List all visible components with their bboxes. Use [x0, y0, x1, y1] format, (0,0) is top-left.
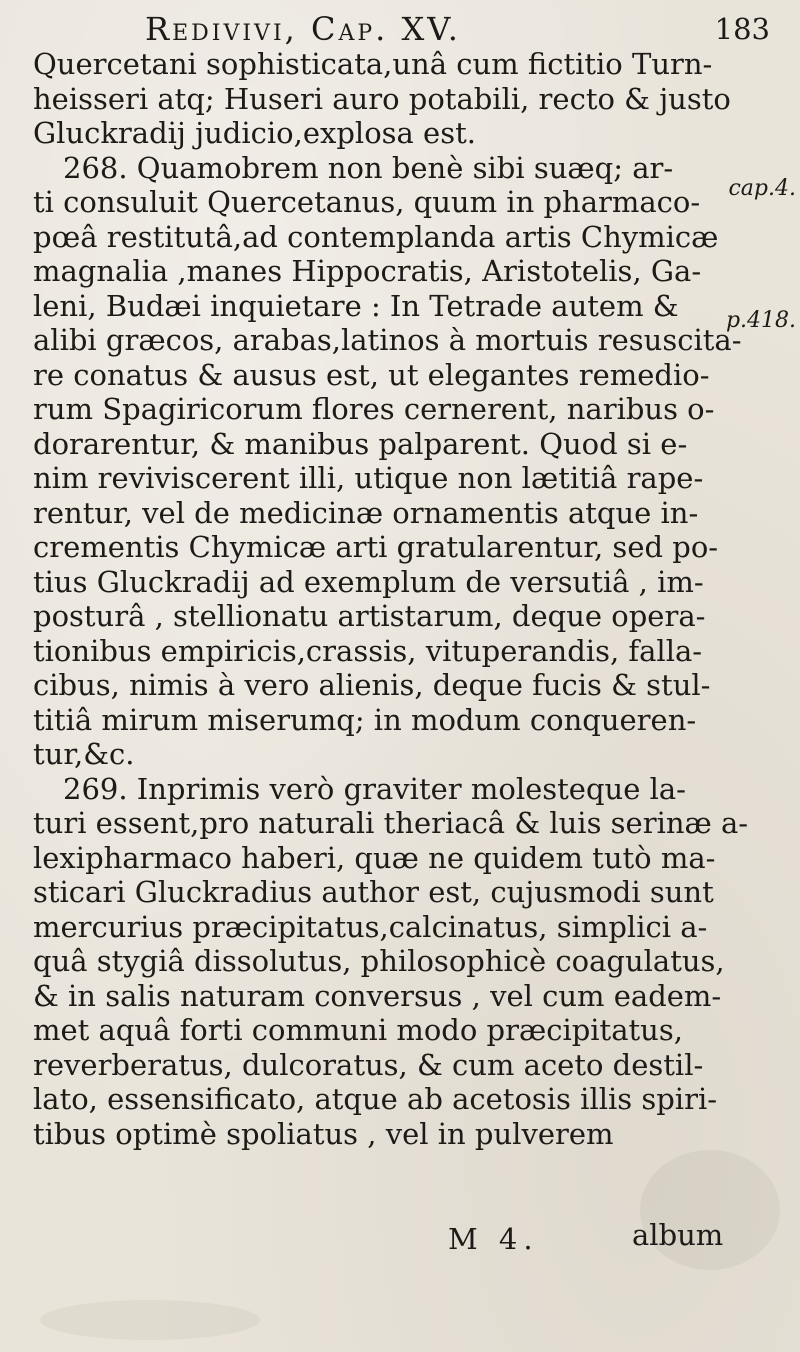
signature-mark: M 4.	[448, 1222, 539, 1256]
text-line: tius Gluckradij ad exemplum de versutiâ , im-	[33, 564, 704, 599]
running-head	[145, 10, 770, 50]
text-line: nim reviviscerent illi, utique non lætitiâ rape-	[33, 461, 704, 495]
text-line: rum Spagiricorum flores cernerent, naribus o-	[33, 392, 715, 426]
paper-stain	[640, 1150, 780, 1270]
paragraph-268-start: 268. Quamobrem non benè sibi suæq; ar-	[63, 150, 674, 185]
text-line: alibi græcos, arabas,latinos à mortuis resuscita-	[33, 323, 742, 357]
text-line: met aquâ forti communi modo præcipitatus,	[33, 1013, 683, 1047]
running-title: Redivivi, Cap. XV.	[145, 10, 461, 48]
text-line: lato, essensificato, atque ab acetosis illis spiri-	[33, 1082, 718, 1116]
text-line: tur,&c.	[33, 737, 135, 771]
paper-stain	[40, 1300, 260, 1340]
paragraph-269-start: 269. Inprimis verò graviter molesteque la-	[63, 771, 686, 806]
text-line: tionibus empiricis,crassis, vituperandis, falla-	[33, 633, 703, 668]
text-line: rentur, vel de medicinæ ornamentis atque in-	[33, 495, 699, 530]
text-line: Quercetani sophisticata,unâ cum fictitio Turn-	[33, 47, 713, 81]
marginal-note-page: p.418.	[725, 308, 796, 333]
page-number: 183	[714, 12, 770, 46]
text-line: reverberatus, dulcoratus, & cum aceto destil-	[33, 1047, 704, 1082]
text-line: pœâ restitutâ,ad contemplanda artis Chymicæ	[33, 219, 719, 254]
text-line: ti consuluit Quercetanus, quum in pharmaco-	[33, 185, 701, 219]
catchword: album	[632, 1218, 724, 1252]
text-line: heisseri atq; Huseri auro potabili, recto & justo	[33, 81, 731, 116]
text-line: tibus optimè spoliatus , vel in pulverem	[33, 1116, 614, 1151]
text-line: re conatus & ausus est, ut elegantes remedio-	[33, 357, 710, 392]
text-line: & in salis naturam conversus , vel cum eadem-	[33, 978, 722, 1013]
text-line: dorarentur, & manibus palparent. Quod si e-	[33, 426, 688, 461]
text-line: crementis Chymicæ arti gratularentur, sed po-	[33, 530, 719, 564]
text-line: sticari Gluckradius author est, cujusmodi sunt	[33, 875, 714, 909]
text-line: quâ stygiâ dissolutus, philosophicè coagulatus,	[33, 944, 725, 978]
text-line: Gluckradij judicio,explosa est.	[33, 116, 476, 150]
text-line: titiâ mirum miserumq; in modum conqueren-	[33, 702, 697, 737]
marginal-note-cap: cap.4.	[728, 176, 796, 201]
text-line: posturâ , stellionatu artistarum, deque opera-	[33, 599, 706, 633]
text-line: leni, Budæi inquietare : In Tetrade autem &	[33, 288, 679, 323]
text-line: cibus, nimis à vero alienis, deque fucis & stul-	[33, 668, 711, 702]
text-line: magnalia ,manes Hippocratis, Aristotelis, Ga-	[33, 254, 702, 288]
text-line: lexipharmaco haberi, quæ ne quidem tutò ma-	[33, 840, 716, 875]
text-line: mercurius præcipitatus,calcinatus, simplici a-	[33, 909, 708, 944]
text-line: turi essent,pro naturali theriacâ & luis serinæ a-	[33, 806, 749, 840]
text-block	[33, 47, 749, 1151]
